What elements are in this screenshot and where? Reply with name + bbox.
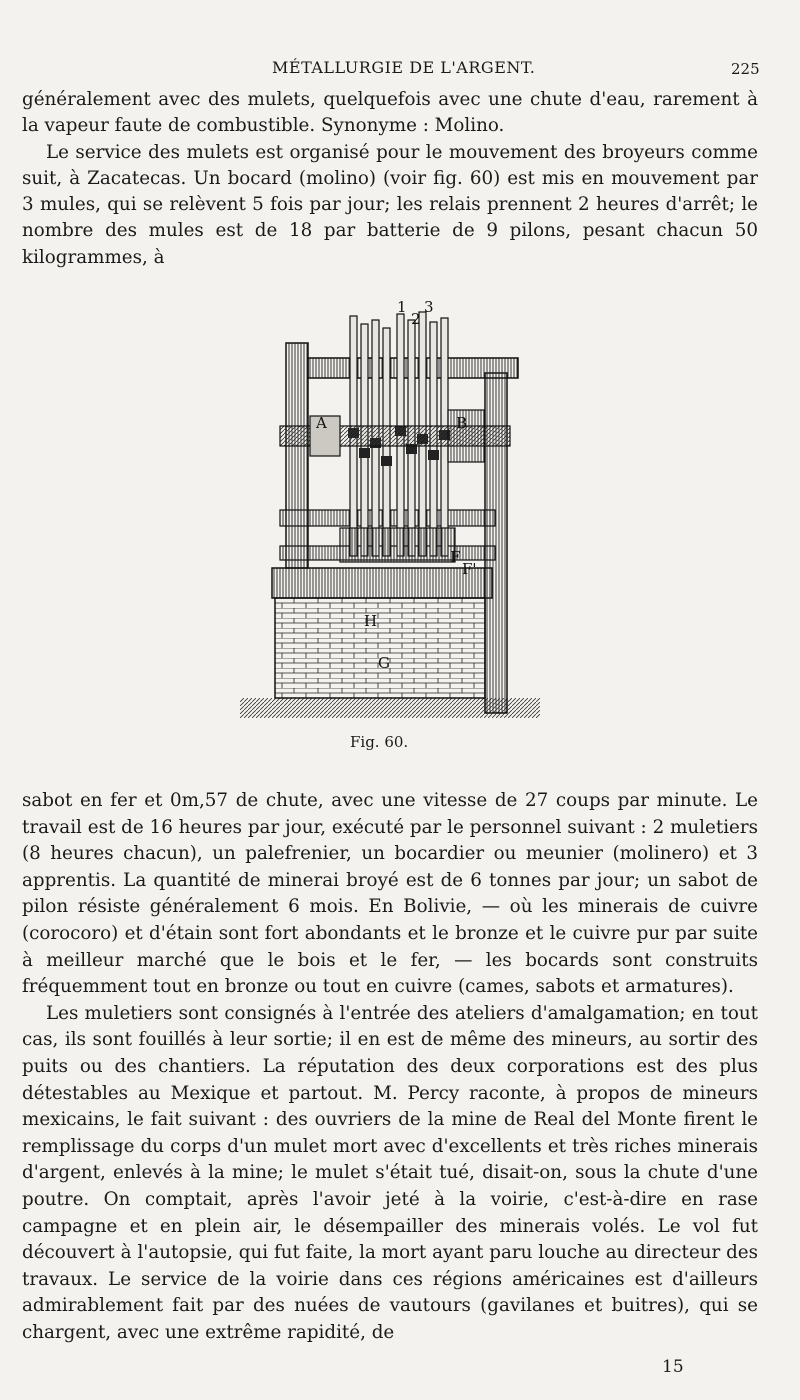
figure-label-h: H — [364, 612, 378, 630]
paragraph: généralement avec des mulets, quelquefois avec une chute d'eau, rarement à la vapeur faute de combustible. Synonyme : Molino. — [22, 89, 758, 137]
figure-label-2: 2 — [411, 310, 421, 328]
figure-label-g: G — [378, 654, 390, 672]
figure-label-f-prime: F' — [462, 560, 477, 578]
running-title: MÉTALLURGIE DE L'ARGENT. — [272, 58, 536, 77]
paragraph: Les muletiers sont consignés à l'entrée des ateliers d'amalgamation; en tout cas, ils sont fouillés à leur sortie; il en est de même des mineurs, au sortir des puits ou des chantiers. La réputation des deux corporations est des plus détestables au Mexique et partout. M. Percy raconte, à propos de mineurs mexicains, le fait suivant : des ouvriers de la mine de Real del Monte firent le remplissage du corps d'un mulet mort avec d'excellents et très riches minerais d'argent, enlevés à la mine; le mulet s'était tué, disait-on, sous la chute d'une poutre. On comptait, après l'avoir jeté à la voirie, c'est-à-dire en rase campagne et en plein air, le désempailler des minerais volés. Le vol fut découvert à l'autopsie, qui fut faite, la mort ayant paru louche au directeur des travaux. Le service de la voirie dans ces régions américaines est d'ailleurs admirablement fait par des nuées de vautours (gavilanes et buitres), qui se chargent, avec une extrême rapidité, de — [22, 1002, 758, 1343]
paragraph: Le service des mulets est organisé pour le mouvement des broyeurs comme suit, à Zacatecas. Un bocard (molino) (voir fig. 60) est mis en mouvement par 3 mules, qui se relèvent 5 fois par jour; les relais prennent 2 heures d'arrêt; le nombre des mules est de 18 par batterie de 9 pilons, pesant chacun 50 kilogrammes, à — [22, 141, 758, 268]
stamp-mill-figure — [240, 298, 540, 728]
page-number: 225 — [731, 60, 760, 78]
figure-label-1: 1 — [397, 298, 407, 316]
paragraph: sabot en fer et 0m,57 de chute, avec une vitesse de 27 coups par minute. Le travail est de 16 heures par jour, exécuté par le personnel suivant : 2 muletiers (8 heures chacun), un palefrenier, un bocardier ou meunier (molinero) et 3 apprentis. La quantité de minerai broyé est de 6 tonnes par jour; un sabot de pilon résiste généralement 6 mois. En Bolivie, — où les minerais de cuivre (corocoro) et d'étain sont fort abondants et le bronze et le cuivre pur par suite à meilleur marché que le bois et le fer, — les bocards sont construits fréquemment tout en bronze ou tout en cuivre (cames, sabots et armatures). — [22, 790, 758, 998]
signature-mark: 15 — [662, 1357, 684, 1377]
figure-label-b: B — [456, 414, 468, 432]
stamp-mill-illustration — [240, 298, 540, 728]
body-text-bottom — [22, 788, 758, 1346]
figure-label-a: A — [316, 414, 327, 432]
figure-label-3: 3 — [424, 298, 434, 316]
figure-label-f: F — [450, 548, 461, 566]
body-text-top — [22, 87, 758, 271]
figure-caption: Fig. 60. — [350, 733, 409, 751]
running-head — [0, 52, 800, 82]
